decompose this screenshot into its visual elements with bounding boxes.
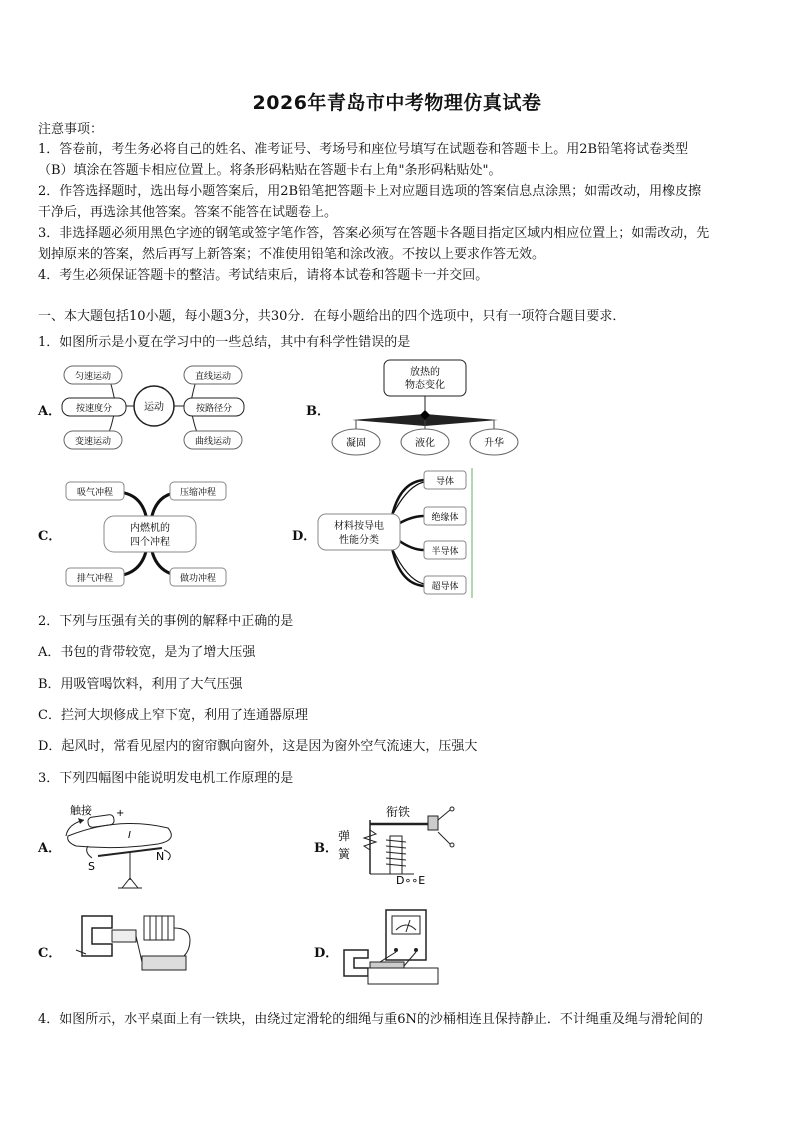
q1-option-b-label: B． bbox=[306, 404, 330, 419]
q3a-current: I bbox=[128, 830, 131, 841]
q1a-right: 按路径分 bbox=[195, 404, 233, 414]
notice-line: 3．非选择题必须用黑色字迹的钢笔或签字笔作答，答案必须写在答题卡各题目指定区域内相应位置上；如需改动，先 bbox=[38, 226, 710, 241]
q3b-spring1: 弹 bbox=[338, 829, 351, 843]
notice-line: 划掉原来的答案，然后再写上新答案；不准使用铅笔和涂改液。不按以上要求作答无效。 bbox=[38, 247, 546, 262]
q1d-b1: 导体 bbox=[435, 477, 455, 487]
q1a-tl: 匀速运动 bbox=[74, 372, 112, 382]
q1b-c3: 升华 bbox=[484, 438, 504, 449]
q1c-center2: 四个冲程 bbox=[130, 537, 170, 548]
q1-diagram-a bbox=[58, 360, 258, 455]
q3b-armature: 衔铁 bbox=[386, 805, 411, 819]
q1c-br: 做功冲程 bbox=[179, 574, 217, 584]
q1-option-d-label: D． bbox=[292, 529, 317, 544]
q1a-tr: 直线运动 bbox=[194, 372, 232, 382]
question-1-stem: 1．如图所示是小夏在学习中的一些总结，其中有科学性错误的是 bbox=[38, 335, 411, 350]
notice-line: 1．答卷前，考生务必将自己的姓名、准考证号、考场号和座位号填写在试题卷和答题卡上。用2B铅笔将试卷类型 bbox=[38, 142, 689, 157]
q2-option-c: C．拦河大坝修成上窄下宽，利用了连通器原理 bbox=[38, 708, 308, 723]
section-heading: 一、本大题包括10小题，每小题3分，共30分．在每小题给出的四个选项中，只有一项符合题目要求． bbox=[38, 309, 626, 324]
q1d-b3: 半导体 bbox=[431, 547, 459, 557]
q3a-plus: + bbox=[116, 808, 125, 819]
notice-line: 干净后，再选涂其他答案。答案不能答在试题卷上。 bbox=[38, 205, 338, 220]
q3-option-b-label: B． bbox=[314, 841, 338, 856]
question-3-stem: 3．下列四幅图中能说明发电机工作原理的是 bbox=[38, 771, 294, 786]
q2-option-d: D．起风时，常看见屋内的窗帘飘向窗外，这是因为窗外空气流速大，压强大 bbox=[38, 739, 478, 754]
q1-diagram-c bbox=[58, 472, 238, 597]
question-4-stem: 4．如图所示，水平桌面上有一铁块，由绕过定滑轮的细绳与重6N的沙桶相连且保持静止．不计绳重及绳与滑轮间的 bbox=[38, 1012, 703, 1027]
notice-line: （B）填涂在答题卡相应位置上。将条形码粘贴在答题卡右上角"条形码粘贴处"。 bbox=[38, 163, 502, 178]
q2-option-a: A．书包的背带较宽，是为了增大压强 bbox=[38, 645, 256, 660]
q3-option-d-label: D． bbox=[314, 946, 339, 961]
q1d-center1: 材料按导电 bbox=[334, 521, 384, 532]
q3-diagram-b bbox=[334, 802, 464, 890]
q1d-b4: 超导体 bbox=[431, 582, 459, 592]
q1a-bl: 变速运动 bbox=[74, 437, 112, 447]
q1-option-a-label: A． bbox=[38, 404, 62, 419]
question-2-stem: 2．下列与压强有关的事例的解释中正确的是 bbox=[38, 614, 294, 629]
q1a-center: 运动 bbox=[144, 402, 164, 413]
q3-diagram-d bbox=[340, 906, 450, 988]
q3a-touch: 触接 bbox=[70, 804, 92, 817]
q1c-tr: 压缩冲程 bbox=[179, 488, 217, 498]
notice-line: 2．作答选择题时，选出每小题答案后，用2B铅笔把答题卡上对应题目选项的答案信息点涂黑；如需改动，用橡皮擦 bbox=[38, 184, 702, 199]
q1a-br: 曲线运动 bbox=[194, 437, 232, 447]
page-title: 2026年青岛市中考物理仿真试卷 bbox=[252, 92, 542, 114]
q3-diagram-c bbox=[72, 906, 212, 982]
q3-option-c-label: C． bbox=[38, 946, 62, 961]
q1b-top2: 物态变化 bbox=[405, 380, 445, 391]
notice-heading: 注意事项： bbox=[38, 122, 104, 137]
q3b-spring2: 簧 bbox=[338, 847, 351, 861]
q3-option-a-label: A． bbox=[38, 841, 62, 856]
q1c-bl: 排气冲程 bbox=[76, 574, 114, 584]
q1-diagram-d bbox=[312, 466, 482, 601]
q2-option-b: B．用吸管喝饮料，利用了大气压强 bbox=[38, 677, 243, 692]
q3-diagram-a bbox=[58, 796, 188, 894]
q1d-center2: 性能分类 bbox=[339, 535, 379, 546]
q1b-c1: 凝固 bbox=[346, 438, 366, 449]
q1d-b2: 绝缘体 bbox=[431, 513, 459, 523]
q1b-c2: 液化 bbox=[415, 438, 435, 449]
q1c-tl: 吸气冲程 bbox=[76, 488, 114, 498]
q1-option-c-label: C． bbox=[38, 529, 62, 544]
q3a-n: N bbox=[156, 850, 165, 863]
q3a-s: S bbox=[88, 860, 95, 873]
q1b-top1: 放热的 bbox=[410, 367, 440, 378]
q3b-de: D∘∘E bbox=[396, 874, 426, 887]
notice-line: 4．考生必须保证答题卡的整洁。考试结束后，请将本试卷和答题卡一并交回。 bbox=[38, 268, 489, 283]
q1c-center1: 内燃机的 bbox=[130, 523, 170, 534]
q1a-left: 按速度分 bbox=[75, 404, 113, 414]
q1-diagram-b bbox=[326, 358, 526, 458]
